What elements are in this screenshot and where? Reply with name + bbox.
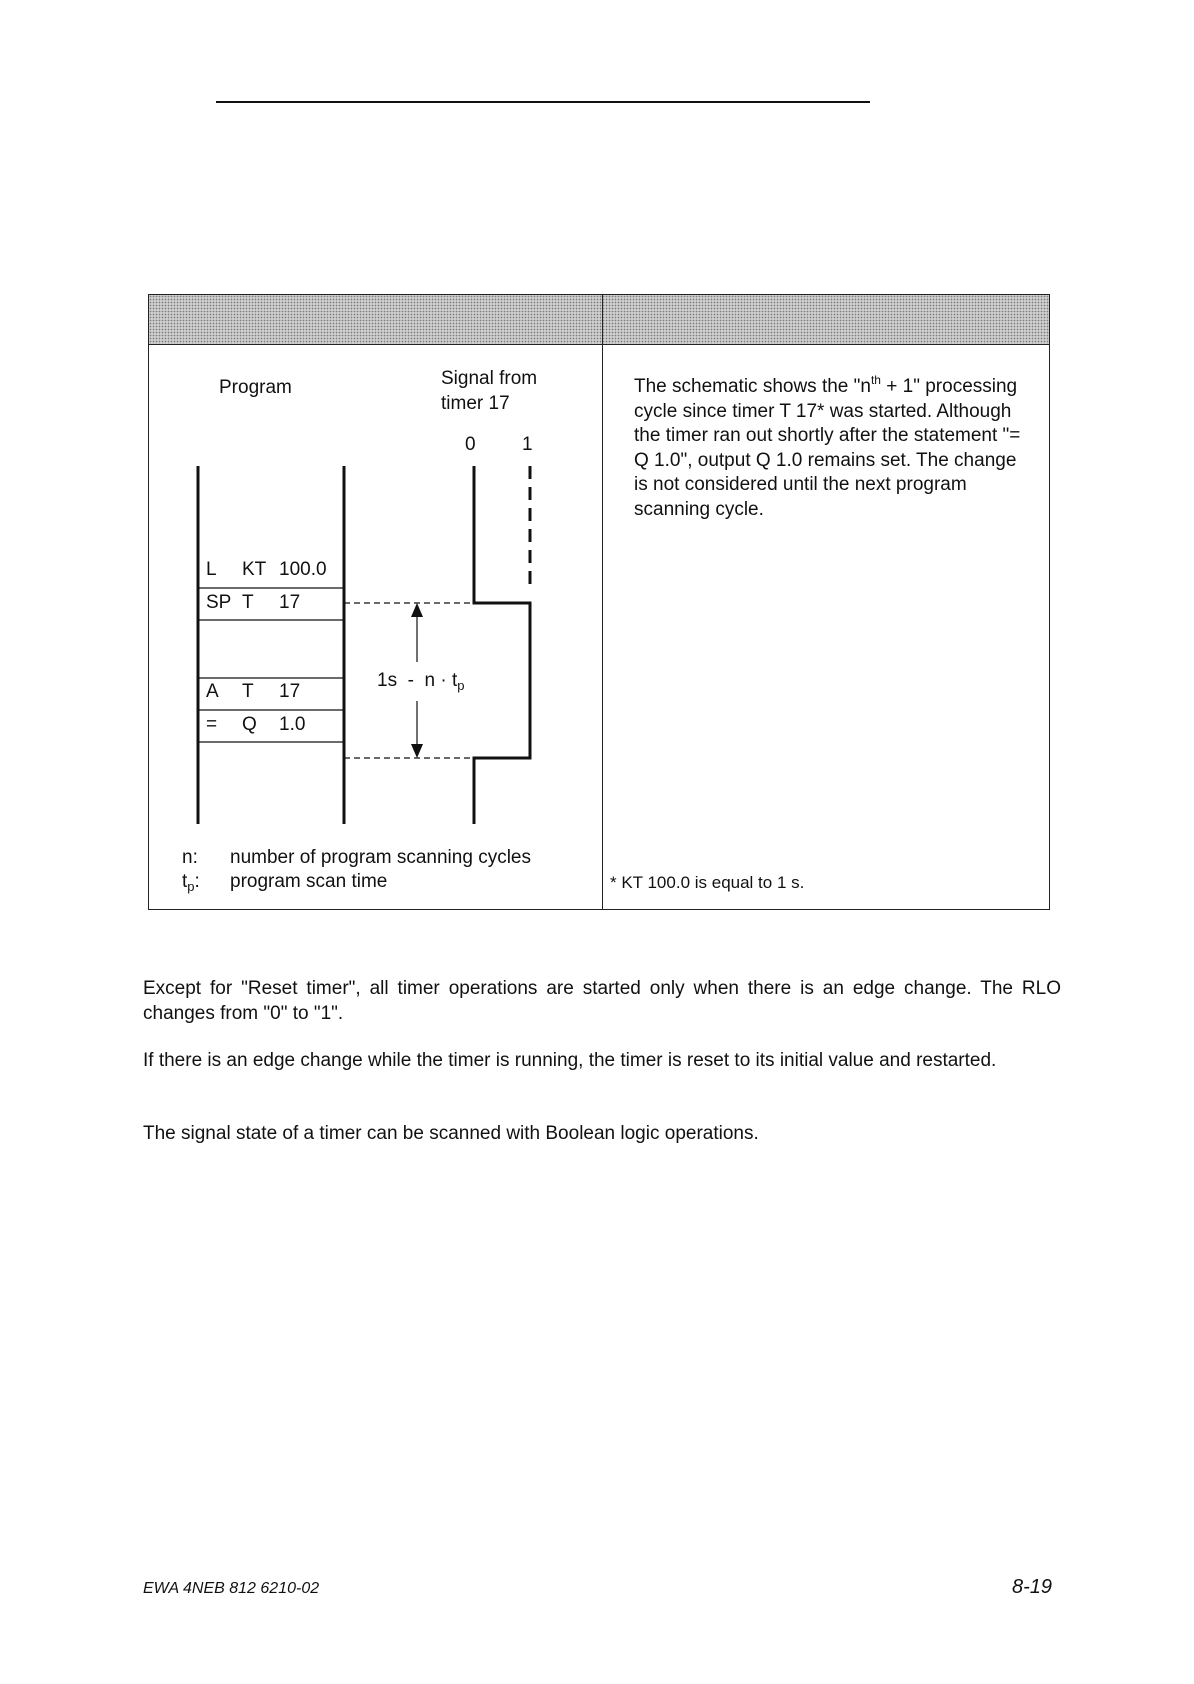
- legend-symbol-tp: $t_p$:: [182, 871, 200, 894]
- body-paragraph: Except for "Reset timer", all timer operations are started only when there is an edge change. The RLO changes from "0" to "1".: [143, 978, 1061, 1024]
- legend-symbol-n: n:: [182, 847, 198, 868]
- footer-page-number: 8-19: [1012, 1576, 1053, 1598]
- interval-arrow-down-head: [411, 744, 423, 758]
- program-label: Program: [219, 377, 292, 398]
- signal-level-0: 0: [465, 434, 476, 455]
- interval-label: $1s - n \cdot t_p$: [377, 670, 465, 693]
- program-row-value: 100.0: [279, 559, 327, 580]
- program-row: =: [206, 714, 218, 735]
- signal-level-1: 1: [522, 434, 533, 455]
- program-row-operand: T: [242, 592, 254, 613]
- timer-signal-waveform: [474, 466, 530, 824]
- signal-label-line2: timer 17: [441, 393, 510, 414]
- legend-text-n: number of program scanning cycles: [230, 847, 531, 868]
- signal-label-line1: Signal from: [441, 368, 538, 389]
- program-row-value: 17: [279, 592, 301, 613]
- program-row-value: 1.0: [279, 714, 306, 735]
- figure-footnote: * KT 100.0 is equal to 1 s.: [610, 873, 805, 892]
- program-row: SP: [206, 592, 232, 613]
- program-row-operand: Q: [242, 714, 257, 735]
- body-paragraph: If there is an edge change while the timer is running, the timer is reset to its initial value and restarted.: [143, 1050, 997, 1071]
- program-row-operand: KT: [242, 559, 267, 580]
- footer-doc-number: EWA 4NEB 812 6210-02: [143, 1580, 320, 1597]
- body-paragraph: The signal state of a timer can be scanned with Boolean logic operations.: [143, 1123, 759, 1144]
- program-row: A: [206, 681, 219, 702]
- program-row-operand: T: [242, 681, 254, 702]
- legend-text-tp: program scan time: [230, 871, 388, 892]
- program-row: L: [206, 559, 217, 580]
- figure-description: The schematic shows the "$n^{th} + 1$" processing cycle since timer T 17* was started. Although the timer ran out shortly after the statement "= Q 1.0", output Q 1.0 remains set. The change is not considered until the next program scanning cycle.: [634, 373, 1021, 520]
- interval-arrow-up-head: [411, 603, 423, 617]
- program-row-value: 17: [279, 681, 301, 702]
